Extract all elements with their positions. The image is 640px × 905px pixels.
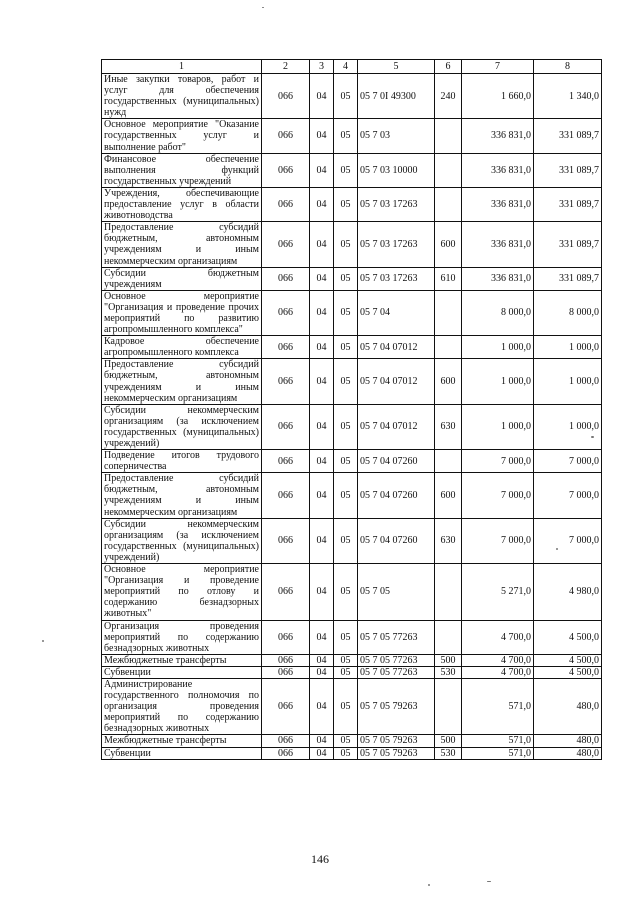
- cell-amount-year2: 480,0: [534, 735, 602, 747]
- cell-amount-year2: 7 000,0: [534, 450, 602, 473]
- table-row: [102, 666, 602, 678]
- cell-expense-type: [435, 564, 462, 620]
- cell-subsection: 05: [334, 290, 358, 335]
- cell-subsection: 05: [334, 222, 358, 267]
- table-row: [102, 518, 602, 563]
- table-row: [102, 222, 602, 267]
- column-header: 5: [358, 60, 435, 74]
- table-row: [102, 450, 602, 473]
- cell-name: Предоставление субсидий бюджетным, автономным учреждениям и иным некоммерческим организациям: [102, 473, 262, 518]
- cell-code: 066: [262, 404, 310, 449]
- cell-amount-year1: 4 700,0: [462, 654, 534, 666]
- table-row: [102, 735, 602, 747]
- cell-subsection: 05: [334, 336, 358, 359]
- cell-amount-year1: 336 831,0: [462, 222, 534, 267]
- scan-speck: [556, 548, 558, 550]
- cell-target-article: 05 7 04: [358, 290, 435, 335]
- table-row: [102, 678, 602, 734]
- cell-target-article: 05 7 03: [358, 119, 435, 153]
- cell-section: 04: [310, 747, 334, 759]
- cell-expense-type: 600: [435, 473, 462, 518]
- column-header: 1: [102, 60, 262, 74]
- table-row: [102, 564, 602, 620]
- cell-target-article: 05 7 03 10000: [358, 153, 435, 187]
- cell-name: Учреждения, обеспечивающие предоставление услуг в области животноводства: [102, 187, 262, 221]
- cell-amount-year1: 8 000,0: [462, 290, 534, 335]
- cell-amount-year1: 571,0: [462, 678, 534, 734]
- cell-expense-type: 530: [435, 747, 462, 759]
- cell-target-article: 05 7 0I 49300: [358, 74, 435, 119]
- cell-name: Основное мероприятие "Оказание государственных услуг и выполнение работ": [102, 119, 262, 153]
- cell-code: 066: [262, 336, 310, 359]
- scan-speck: [262, 7, 264, 8]
- cell-section: 04: [310, 359, 334, 404]
- cell-subsection: 05: [334, 747, 358, 759]
- cell-amount-year1: 336 831,0: [462, 267, 534, 290]
- cell-amount-year2: 331 089,7: [534, 267, 602, 290]
- cell-section: 04: [310, 290, 334, 335]
- cell-expense-type: [435, 153, 462, 187]
- table-row: [102, 747, 602, 759]
- cell-name: Предоставление субсидий бюджетным, автономным учреждениям и иным некоммерческим организациям: [102, 222, 262, 267]
- cell-code: 066: [262, 678, 310, 734]
- cell-subsection: 05: [334, 267, 358, 290]
- cell-name: Основное мероприятие "Организация и проведение мероприятий по отлову и содержанию безнадзорных животных": [102, 564, 262, 620]
- cell-target-article: 05 7 03 17263: [358, 267, 435, 290]
- cell-subsection: 05: [334, 473, 358, 518]
- column-header: 2: [262, 60, 310, 74]
- cell-target-article: 05 7 05 77263: [358, 666, 435, 678]
- cell-section: 04: [310, 153, 334, 187]
- cell-subsection: 05: [334, 735, 358, 747]
- cell-name: Финансовое обеспечение выполнения функций государственных учреждений: [102, 153, 262, 187]
- table-body: [102, 74, 602, 760]
- cell-section: 04: [310, 735, 334, 747]
- cell-section: 04: [310, 620, 334, 654]
- table-row: [102, 290, 602, 335]
- cell-amount-year1: 571,0: [462, 747, 534, 759]
- table-row: [102, 119, 602, 153]
- cell-expense-type: 600: [435, 359, 462, 404]
- cell-expense-type: 240: [435, 74, 462, 119]
- table-row: [102, 404, 602, 449]
- cell-code: 066: [262, 450, 310, 473]
- cell-section: 04: [310, 187, 334, 221]
- cell-target-article: 05 7 03 17263: [358, 222, 435, 267]
- cell-section: 04: [310, 450, 334, 473]
- cell-subsection: 05: [334, 74, 358, 119]
- cell-target-article: 05 7 04 07260: [358, 473, 435, 518]
- cell-name: Субвенции: [102, 666, 262, 678]
- column-header: 4: [334, 60, 358, 74]
- cell-subsection: 05: [334, 678, 358, 734]
- cell-code: 066: [262, 222, 310, 267]
- cell-expense-type: [435, 119, 462, 153]
- cell-subsection: 05: [334, 620, 358, 654]
- cell-code: 066: [262, 735, 310, 747]
- cell-code: 066: [262, 74, 310, 119]
- table-row: [102, 654, 602, 666]
- cell-expense-type: 630: [435, 404, 462, 449]
- cell-section: 04: [310, 74, 334, 119]
- cell-amount-year2: 1 340,0: [534, 74, 602, 119]
- table-row: [102, 620, 602, 654]
- table-row: [102, 336, 602, 359]
- cell-target-article: 05 7 05 79263: [358, 735, 435, 747]
- cell-target-article: 05 7 04 07260: [358, 518, 435, 563]
- cell-target-article: 05 7 05 79263: [358, 678, 435, 734]
- scan-speck: [487, 881, 491, 882]
- cell-section: 04: [310, 473, 334, 518]
- cell-target-article: 05 7 05 77263: [358, 654, 435, 666]
- cell-expense-type: [435, 187, 462, 221]
- cell-expense-type: [435, 678, 462, 734]
- cell-amount-year2: 331 089,7: [534, 119, 602, 153]
- cell-code: 066: [262, 518, 310, 563]
- cell-amount-year1: 7 000,0: [462, 450, 534, 473]
- cell-name: Администрирование государственного полномочия по организация проведения мероприятий по содержанию безнадзорных животных: [102, 678, 262, 734]
- cell-code: 066: [262, 267, 310, 290]
- cell-amount-year1: 5 271,0: [462, 564, 534, 620]
- cell-name: Кадровое обеспечение агропромышленного комплекса: [102, 336, 262, 359]
- table-row: [102, 473, 602, 518]
- cell-code: 066: [262, 359, 310, 404]
- column-header: 8: [534, 60, 602, 74]
- cell-expense-type: 530: [435, 666, 462, 678]
- cell-amount-year1: 336 831,0: [462, 153, 534, 187]
- cell-code: 066: [262, 153, 310, 187]
- cell-section: 04: [310, 678, 334, 734]
- table-row: [102, 187, 602, 221]
- cell-code: 066: [262, 119, 310, 153]
- cell-name: Подведение итогов трудового соперничества: [102, 450, 262, 473]
- cell-code: 066: [262, 666, 310, 678]
- column-header: 7: [462, 60, 534, 74]
- cell-code: 066: [262, 620, 310, 654]
- table-header-row: [102, 60, 602, 74]
- table-row: [102, 359, 602, 404]
- cell-subsection: 05: [334, 119, 358, 153]
- cell-subsection: 05: [334, 666, 358, 678]
- cell-expense-type: 610: [435, 267, 462, 290]
- cell-subsection: 05: [334, 404, 358, 449]
- cell-amount-year2: 1 000,0: [534, 404, 602, 449]
- cell-amount-year2: 480,0: [534, 747, 602, 759]
- cell-name: Предоставление субсидий бюджетным, автономным учреждениям и иным некоммерческим организациям: [102, 359, 262, 404]
- cell-subsection: 05: [334, 518, 358, 563]
- cell-amount-year2: 4 500,0: [534, 666, 602, 678]
- cell-code: 066: [262, 747, 310, 759]
- table-row: [102, 74, 602, 119]
- cell-target-article: 05 7 04 07012: [358, 404, 435, 449]
- cell-subsection: 05: [334, 187, 358, 221]
- cell-section: 04: [310, 518, 334, 563]
- cell-amount-year2: 8 000,0: [534, 290, 602, 335]
- cell-name: Межбюджетные трансферты: [102, 654, 262, 666]
- cell-expense-type: [435, 450, 462, 473]
- cell-amount-year1: 7 000,0: [462, 518, 534, 563]
- cell-section: 04: [310, 654, 334, 666]
- cell-section: 04: [310, 404, 334, 449]
- cell-amount-year1: 4 700,0: [462, 666, 534, 678]
- cell-expense-type: 630: [435, 518, 462, 563]
- cell-section: 04: [310, 222, 334, 267]
- cell-code: 066: [262, 654, 310, 666]
- table-row: [102, 153, 602, 187]
- cell-subsection: 05: [334, 359, 358, 404]
- cell-expense-type: 500: [435, 654, 462, 666]
- cell-amount-year2: 1 000,0: [534, 359, 602, 404]
- cell-expense-type: [435, 620, 462, 654]
- cell-section: 04: [310, 119, 334, 153]
- cell-name: Субвенции: [102, 747, 262, 759]
- cell-name: Субсидии некоммерческим организациям (за исключением государственных (муниципальных) учреждений): [102, 518, 262, 563]
- cell-subsection: 05: [334, 654, 358, 666]
- cell-amount-year2: 331 089,7: [534, 187, 602, 221]
- cell-amount-year1: 1 000,0: [462, 404, 534, 449]
- table-row: [102, 267, 602, 290]
- cell-amount-year1: 1 660,0: [462, 74, 534, 119]
- scan-speck: [591, 436, 594, 438]
- cell-amount-year2: 7 000,0: [534, 473, 602, 518]
- scan-speck: [42, 640, 44, 642]
- cell-subsection: 05: [334, 450, 358, 473]
- cell-name: Основное мероприятие "Организация и проведение прочих мероприятий по развитию агропромышленного комплекса": [102, 290, 262, 335]
- cell-target-article: 05 7 05 77263: [358, 620, 435, 654]
- cell-amount-year1: 336 831,0: [462, 187, 534, 221]
- cell-amount-year2: 4 980,0: [534, 564, 602, 620]
- cell-name: Субсидии некоммерческим организациям (за исключением государственных (муниципальных) учреждений): [102, 404, 262, 449]
- cell-amount-year1: 7 000,0: [462, 473, 534, 518]
- cell-expense-type: [435, 290, 462, 335]
- cell-name: Иные закупки товаров, работ и услуг для обеспечения государственных (муниципальных) нужд: [102, 74, 262, 119]
- cell-expense-type: 500: [435, 735, 462, 747]
- cell-expense-type: [435, 336, 462, 359]
- scan-speck: [428, 884, 430, 886]
- cell-code: 066: [262, 564, 310, 620]
- cell-amount-year2: 331 089,7: [534, 222, 602, 267]
- cell-amount-year1: 1 000,0: [462, 336, 534, 359]
- cell-amount-year2: 7 000,0: [534, 518, 602, 563]
- cell-amount-year1: 1 000,0: [462, 359, 534, 404]
- cell-target-article: 05 7 03 17263: [358, 187, 435, 221]
- cell-section: 04: [310, 666, 334, 678]
- cell-amount-year2: 331 089,7: [534, 153, 602, 187]
- cell-code: 066: [262, 187, 310, 221]
- cell-target-article: 05 7 04 07260: [358, 450, 435, 473]
- cell-subsection: 05: [334, 564, 358, 620]
- cell-target-article: 05 7 05: [358, 564, 435, 620]
- cell-amount-year2: 480,0: [534, 678, 602, 734]
- cell-amount-year1: 4 700,0: [462, 620, 534, 654]
- cell-section: 04: [310, 336, 334, 359]
- cell-subsection: 05: [334, 153, 358, 187]
- cell-amount-year1: 336 831,0: [462, 119, 534, 153]
- column-header: 3: [310, 60, 334, 74]
- cell-name: Межбюджетные трансферты: [102, 735, 262, 747]
- cell-expense-type: 600: [435, 222, 462, 267]
- cell-target-article: 05 7 04 07012: [358, 336, 435, 359]
- cell-target-article: 05 7 05 79263: [358, 747, 435, 759]
- column-header: 6: [435, 60, 462, 74]
- cell-amount-year2: 1 000,0: [534, 336, 602, 359]
- cell-name: Субсидии бюджетным учреждениям: [102, 267, 262, 290]
- budget-table: [101, 59, 602, 760]
- cell-section: 04: [310, 564, 334, 620]
- cell-code: 066: [262, 473, 310, 518]
- cell-code: 066: [262, 290, 310, 335]
- cell-name: Организация проведения мероприятий по содержанию безнадзорных животных: [102, 620, 262, 654]
- cell-section: 04: [310, 267, 334, 290]
- page-number: 146: [311, 852, 329, 866]
- cell-amount-year1: 571,0: [462, 735, 534, 747]
- cell-target-article: 05 7 04 07012: [358, 359, 435, 404]
- cell-amount-year2: 4 500,0: [534, 654, 602, 666]
- cell-amount-year2: 4 500,0: [534, 620, 602, 654]
